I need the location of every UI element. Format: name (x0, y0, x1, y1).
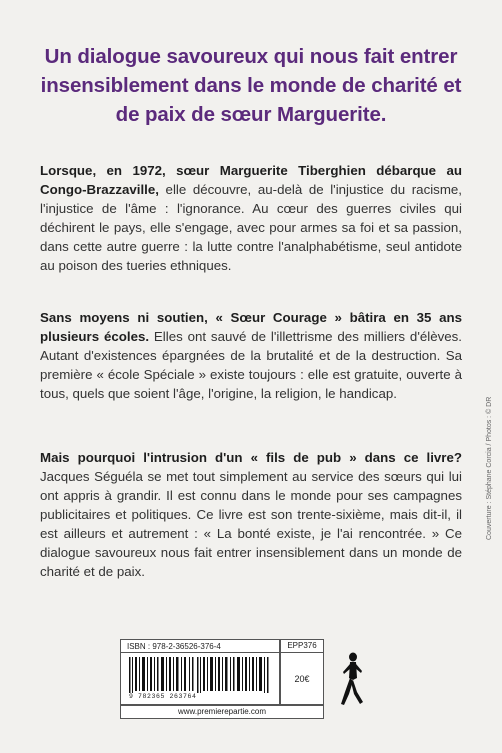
price: 20€ (280, 653, 324, 705)
website-url: www.premierepartie.com (120, 705, 324, 719)
paragraph-1-lead: Lorsque, en 1972, sœur Marguerite Tiberghien débarque au Congo-Brazzaville, (40, 163, 462, 197)
paragraph-1-body: elle découvre, au-delà de l'injustice du racisme, l'injustice de l'âme : l'ignorance. Au cœur des guerres civiles qui déchirent le pays, elle s'engage, avec pour armes sa foi et sa passion, dans cette autre guerre : la lutte contre l'analphabétisme, seul antidote au poison des tueries ethniques. (40, 182, 462, 273)
headline: Un dialogue savoureux qui nous fait entrer insensiblement dans le monde de charité et de paix de sœur Marguerite. (40, 45, 462, 126)
paragraph-3-lead: Mais pourquoi l'intrusion d'un « fils de pub » dans ce livre? (40, 450, 462, 465)
isbn-label: ISBN : 978-2-36526-376-4 (120, 639, 280, 653)
paragraph-3-body: Jacques Séguéla se met tout simplement au service des sœurs qui lui ont appris à grandir. Il est connu dans le monde pour ses campagnes publicitaires et politiques. Ce livre est son trente-sixième, mais dit-il, il est ailleurs et autrement : « La bonté existe, je l'ai rencontrée. » Ce dialogue savoureux nous fait entrer insensiblement dans un monde de charité et de paix. (40, 469, 462, 579)
paragraph-2-lead: Sans moyens ni soutien, « Sœur Courage » bâtira en 35 ans plusieurs écoles. (40, 310, 462, 344)
cover-credits: Couverture : Stéphane Corcia / Photos : © DR (486, 396, 493, 540)
paragraph-2-body: Elles ont sauvé de l'illettrisme des milliers d'élèves. Autant d'existences épargnées de la brutalité et de la destruction. Sa première « école Spéciale » existe toujours : elle est gratuite, ouverte à tous, quels que soient l'âge, l'origine, la religion, le handicap. (40, 329, 462, 401)
ref-code: EPP376 (280, 639, 324, 653)
barcode-icon (129, 657, 273, 693)
barcode (120, 653, 280, 705)
walking-man-logo-icon (339, 652, 365, 708)
paragraph-1 (40, 161, 462, 275)
paragraph-2 (40, 308, 462, 403)
paragraph-3 (40, 448, 462, 581)
barcode-number: 9 782365 263764 (129, 693, 197, 700)
